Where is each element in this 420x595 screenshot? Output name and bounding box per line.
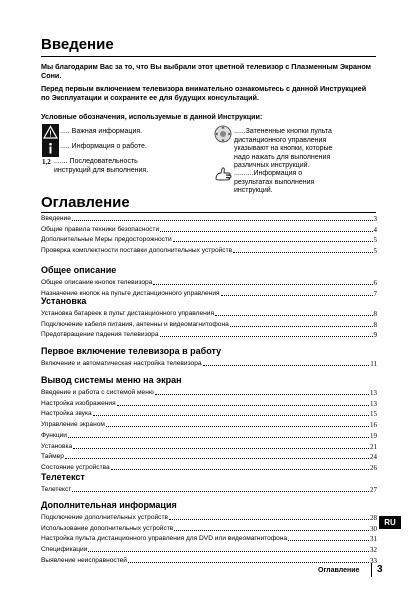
toc-entry-page: 13 [370,389,377,397]
toc-entry-label: Настройка звука [41,410,92,418]
toc-entry-label: Назначение кнопок на пульте дистанционного управления [41,289,220,297]
toc-entry-leader [288,539,369,541]
toc-entry-leader [221,294,373,296]
toc-entry-leader [233,251,372,253]
toc-entry-label: Функции [41,431,67,439]
toc-entry-page: 6 [373,279,377,287]
toc-entry-leader [68,436,369,438]
toc-entry[interactable] [41,278,377,287]
toc-entry-leader [160,335,373,337]
toc-entry-label: Подключение кабеля питания, антенны и видеомагнитофона [41,320,229,328]
toc-entry-page: 32 [370,546,377,555]
toc-entry-page: 8 [373,310,377,318]
toc-entry-page: 13 [370,399,377,408]
toc-entry-page: 4 [373,225,377,234]
toc-section-title: Дополнительная информация [41,500,177,510]
toc-entry-leader [153,283,372,285]
toc-entry[interactable] [41,388,377,397]
toc-entry-leader [72,490,369,492]
toc-entry[interactable] [41,235,377,244]
language-tab: RU [379,516,401,529]
toc-entry[interactable] [41,330,377,339]
toc-entry[interactable] [41,409,377,418]
toc-entry-label: Предотвращение падения телевизора [41,331,159,339]
toc-entry[interactable] [41,359,377,368]
toc-entry-label: Телетекст [41,486,72,493]
toc-entry-label: Установка батареек в пульт дистанционного управления [41,310,215,317]
toc-entry-leader [155,393,369,395]
toc-entry-leader [65,457,369,459]
toc-entry[interactable] [41,556,377,565]
toc-entry[interactable] [41,452,377,461]
toc-entry[interactable] [41,534,377,543]
remote-buttons-icon [212,124,234,149]
intro-heading-rule [41,56,376,57]
toc-entry[interactable] [41,513,377,522]
toc-entry-label: Состояние устройства [41,463,110,471]
toc-entry[interactable] [41,309,377,318]
toc-entry-page: 3 [373,215,377,223]
toc-entry-label: Установка [41,442,73,450]
legend-important-text: ..... Важная информация. [60,128,143,135]
toc-entry-page: 5 [373,236,377,245]
toc-entry-page: 24 [370,453,377,462]
toc-entry-page: 16 [370,421,377,430]
result-hand-icon [214,166,234,187]
toc-entry-label: Общие правила техники безопасности [41,225,160,233]
toc-entry-leader [73,447,369,449]
toc-section-title: Телетекст [41,472,85,482]
toc-entry-leader [111,468,369,470]
toc-entry-leader [169,518,369,520]
toc-entry-leader [72,219,373,221]
toc-entry-page: 15 [370,410,377,419]
toc-entry[interactable] [41,442,377,451]
toc-entry-leader [230,325,373,327]
toc-entry[interactable] [41,420,377,429]
toc-entry-leader [93,414,369,416]
toc-entry-leader [203,364,370,366]
footer-divider [371,563,372,577]
toc-entry-label: Общее описание кнопок телевизора [41,279,153,286]
toc-section-title: Вывод системы меню на экран [41,375,182,385]
toc-entry-leader [174,529,369,531]
toc-entry[interactable] [41,246,377,255]
toc-entry-page: 28 [370,514,377,522]
toc-heading-rule [41,212,376,213]
toc-entry-label: Выявление неисправностей [41,556,127,564]
legend-steps-text: ....... Последовательность инструкций для выполнения. [54,158,149,174]
toc-entry-page: 8 [373,320,377,329]
conventions-title: Условные обозначения, используемые в данной Инструкции: [41,112,263,121]
toc-entry-label: Включение и автоматическая настройка телевизора [41,360,202,367]
toc-entry-label: Настройка пульта дистанционного управления для DVD или видеомагнитофона [41,535,288,543]
toc-entry-label: Управление экраном [41,421,105,429]
toc-entry-page: 26 [370,463,377,472]
toc-entry-page: 5 [373,247,377,256]
toc-entry-page: 31 [370,535,377,544]
footer-section-label: Оглавление [318,567,360,574]
toc-entry-label: Настройка изображения [41,399,116,407]
toc-entry-leader [117,404,369,406]
toc-entry-page: 11 [370,360,377,368]
toc-entry-page: 7 [373,289,377,298]
toc-entry-label: Использование дополнительных устройств [41,524,174,532]
toc-entry[interactable] [41,545,377,554]
toc-entry[interactable] [41,431,377,440]
toc-entry-label: Введение и работа с системой меню [41,389,154,396]
toc-entry-page: 9 [373,331,377,340]
intro-paragraph-1: Мы благодарим Вас за то, что Вы выбрали этот цветной телевизор с Плазменным Экраном Сони. [41,62,372,80]
toc-entry-page: 19 [370,431,377,440]
toc-section-title: Общее описание [41,265,117,275]
legend-info-text: ..... Информация о работе. [60,143,147,150]
toc-section-title: Установка [41,296,87,306]
toc-entry[interactable] [41,225,377,234]
toc-entry-label: Спецификации [41,546,88,554]
toc-entry-label: Таймер [41,453,64,461]
toc-entry-page: 21 [370,442,377,451]
toc-entry-page: 27 [370,486,377,494]
legend-remote-text: ......Затененные кнопки пульта дистанционного управления указывают на кнопки, которые надо нажать для выполнения различных инструкций. [234,128,333,170]
legend-steps-marker: 1,2 [42,158,51,166]
toc-entry-leader [173,240,373,242]
toc-entry-leader [106,425,369,427]
toc-entry-page: 30 [370,524,377,533]
toc-entry-label: Проверка комплектности поставки дополнительных устройств [41,247,233,255]
toc-entry-page: 33 [370,556,377,565]
toc-heading: Оглавление [41,194,130,211]
toc-entry-label: Дополнительные Меры предосторожности [41,236,172,244]
toc-section-title: Первое включение телевизора в работу [41,346,222,356]
page-number: 3 [377,564,383,575]
toc-entry[interactable] [41,320,377,329]
toc-entry[interactable] [41,524,377,533]
toc-entry-leader [128,561,369,563]
toc-entry[interactable] [41,289,377,298]
toc-entry-leader [88,550,369,552]
toc-entry-label: Введение [41,215,71,222]
legend-result-text: ..........Информация о результатах выполнения инструкций. [234,170,315,195]
toc-entry[interactable] [41,214,377,223]
intro-heading: Введение [41,36,114,53]
toc-entry[interactable] [41,399,377,408]
toc-entry-label: Подключение дополнительных устройств [41,514,168,521]
toc-entry[interactable] [41,485,377,494]
toc-entry-leader [160,230,372,232]
toc-entry-leader [215,314,372,316]
toc-entry[interactable] [41,463,377,472]
intro-paragraph-2: Перед первым включением телевизора внимательно ознакомьтесь с данной Инструкцией по Эксплуатации и сохраните ее для будущих консультаций. [41,84,367,102]
